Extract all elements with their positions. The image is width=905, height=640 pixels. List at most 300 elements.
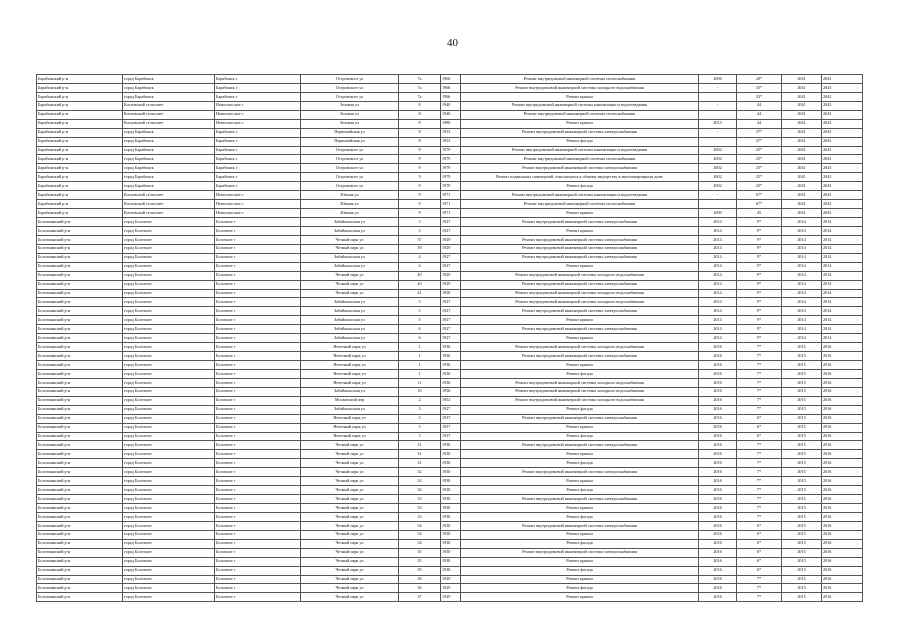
cell-settlement: Барабинск г (215, 155, 301, 164)
cell-municipality: город Болотное (123, 423, 215, 432)
cell-last-repair-year: 2002 (699, 146, 737, 155)
cell-house: 3 (399, 423, 441, 432)
cell-plan-start: 2015 (782, 530, 822, 539)
table-row (37, 307, 863, 316)
cell-year: 1979 (441, 164, 461, 173)
cell-house: 34 (399, 539, 441, 548)
cell-year: 1927 (441, 298, 461, 307)
cell-settlement: Новоспасское с (215, 200, 301, 209)
cell-settlement: Барабинск г (215, 92, 301, 101)
cell-plan-start: 2015 (782, 504, 822, 513)
cell-year: 1930 (441, 495, 461, 504)
cell-wear: 9* (737, 334, 782, 343)
cell-street: Забайкальская ул (301, 262, 399, 271)
cell-last-repair-year: 2016 (699, 557, 737, 566)
cell-settlement: Болотное г (215, 298, 301, 307)
cell-street: Нечетный парк ул (301, 378, 399, 387)
cell-last-repair-year: 2002 (699, 164, 737, 173)
cell-house: 9 (399, 164, 441, 173)
cell-street: Нечетный парк ул (301, 369, 399, 378)
cell-plan-end: 2016 (822, 441, 863, 450)
cell-year: 1966 (441, 92, 461, 101)
table-row (37, 235, 863, 244)
cell-street: Четный парк ул (301, 495, 399, 504)
cell-year: 1930 (441, 512, 461, 521)
cell-wear: 33* (737, 83, 782, 92)
cell-wear: 7* (737, 495, 782, 504)
cell-street: Забайкальская ул (301, 253, 399, 262)
cell-plan-start: 2015 (782, 432, 822, 441)
cell-plan-start: 2041 (782, 137, 822, 146)
cell-house: 8 (399, 119, 441, 128)
cell-plan-end: 2043 (822, 164, 863, 173)
cell-plan-end: 2014 (822, 218, 863, 227)
cell-last-repair-year: 2016 (699, 343, 737, 352)
cell-plan-end: 2043 (822, 110, 863, 119)
cell-plan-end: 2014 (822, 316, 863, 325)
cell-district: Болотнинский р-н (37, 504, 123, 513)
cell-plan-start: 2041 (782, 164, 822, 173)
table-row (37, 244, 863, 253)
cell-plan-end: 2016 (822, 530, 863, 539)
cell-house: 8 (399, 110, 441, 119)
cell-municipality: город Болотное (123, 271, 215, 280)
cell-house: 33 (399, 495, 441, 504)
cell-plan-start: 2014 (782, 253, 822, 262)
cell-year: 1927 (441, 334, 461, 343)
cell-house: 9 (399, 209, 441, 218)
cell-wear: 9* (737, 235, 782, 244)
cell-plan-end: 2043 (822, 119, 863, 128)
cell-settlement: Болотное г (215, 334, 301, 343)
cell-house: 34 (399, 521, 441, 530)
cell-year: 1930 (441, 504, 461, 513)
cell-last-repair-year (699, 200, 737, 209)
cell-year: 1930 (441, 548, 461, 557)
cell-street: Забайкальская ул (301, 298, 399, 307)
cell-house: 34 (399, 530, 441, 539)
cell-street: Нечетный парк ул (301, 423, 399, 432)
cell-last-repair-year: 2016 (699, 521, 737, 530)
cell-settlement: Болотное г (215, 262, 301, 271)
cell-municipality: город Болотное (123, 352, 215, 361)
table-row (37, 432, 863, 441)
cell-municipality: город Барабинск (123, 155, 215, 164)
cell-street: Островского ул (301, 92, 399, 101)
cell-house: 5 (399, 307, 441, 316)
table-row (37, 128, 863, 137)
cell-district: Болотнинский р-н (37, 343, 123, 352)
cell-district: Болотнинский р-н (37, 468, 123, 477)
cell-year: 1927 (441, 218, 461, 227)
cell-work-type: Ремонт внутридомовой инженерной системы электроснабжения (461, 235, 699, 244)
cell-house: 8 (399, 128, 441, 137)
cell-district: Болотнинский р-н (37, 405, 123, 414)
cell-district: Болотнинский р-н (37, 262, 123, 271)
cell-work-type: Ремонт крыши (461, 226, 699, 235)
cell-house: 16 (399, 387, 441, 396)
cell-municipality: город Болотное (123, 530, 215, 539)
cell-wear: 7* (737, 575, 782, 584)
cell-street: Нечетный парк ул (301, 343, 399, 352)
cell-work-type: Ремонт внутридомовой инженерной системы электроснабжения (461, 128, 699, 137)
cell-plan-start: 2015 (782, 378, 822, 387)
cell-wear: 37* (737, 128, 782, 137)
cell-last-repair-year: 2014 (699, 226, 737, 235)
cell-street: Островского ул (301, 173, 399, 182)
cell-last-repair-year: 2016 (699, 352, 737, 361)
cell-wear: 6* (737, 530, 782, 539)
cell-district: Барабинский р-н (37, 128, 123, 137)
table-row (37, 164, 863, 173)
cell-plan-start: 2014 (782, 244, 822, 253)
cell-street: Зеленая ул (301, 101, 399, 110)
cell-year: 1930 (441, 441, 461, 450)
cell-settlement: Болотное г (215, 566, 301, 575)
table-row (37, 191, 863, 200)
cell-house: 31 (399, 459, 441, 468)
cell-municipality: Козловский сельсовет (123, 200, 215, 209)
cell-work-type: Ремонт фасада (461, 137, 699, 146)
cell-work-type: Ремонт внутридомовой инженерной системы электроснабжения (461, 218, 699, 227)
table-row (37, 539, 863, 548)
cell-street: Забайкальская ул (301, 325, 399, 334)
cell-municipality: город Болотное (123, 521, 215, 530)
cell-house: 7а (399, 92, 441, 101)
cell-work-type: Ремонт внутридомовой инженерной системы холодного водоснабжения (461, 396, 699, 405)
cell-plan-end: 2043 (822, 128, 863, 137)
cell-settlement: Болотное г (215, 325, 301, 334)
cell-plan-start: 2014 (782, 235, 822, 244)
cell-municipality: Козловский сельсовет (123, 110, 215, 119)
table-row (37, 226, 863, 235)
cell-last-repair-year: 2016 (699, 584, 737, 593)
cell-year: 1927 (441, 262, 461, 271)
cell-plan-start: 2041 (782, 128, 822, 137)
cell-last-repair-year: 2016 (699, 423, 737, 432)
cell-district: Болотнинский р-н (37, 584, 123, 593)
cell-last-repair-year: 2014 (699, 244, 737, 253)
cell-settlement: Болотное г (215, 369, 301, 378)
cell-last-repair-year: - (699, 83, 737, 92)
cell-work-type: Ремонт крыши (461, 575, 699, 584)
cell-year: 1936 (441, 361, 461, 370)
cell-house: 3 (399, 226, 441, 235)
table-row (37, 137, 863, 146)
cell-plan-end: 2016 (822, 521, 863, 530)
cell-district: Болотнинский р-н (37, 477, 123, 486)
cell-plan-end: 2043 (822, 200, 863, 209)
cell-district: Барабинский р-н (37, 110, 123, 119)
cell-plan-start: 2041 (782, 191, 822, 200)
table-row (37, 414, 863, 423)
cell-last-repair-year: 2014 (699, 334, 737, 343)
cell-work-type: Ремонт крыши (461, 361, 699, 370)
cell-plan-end: 2016 (822, 369, 863, 378)
cell-year: 1929 (441, 575, 461, 584)
cell-municipality: город Болотное (123, 566, 215, 575)
cell-settlement: Болотное г (215, 593, 301, 602)
cell-district: Барабинский р-н (37, 119, 123, 128)
cell-last-repair-year: 2016 (699, 405, 737, 414)
cell-house: 40 (399, 280, 441, 289)
cell-plan-end: 2014 (822, 226, 863, 235)
cell-work-type: Ремонт крыши (461, 316, 699, 325)
cell-work-type: Ремонт фасада (461, 584, 699, 593)
cell-plan-end: 2014 (822, 334, 863, 343)
cell-year: 1930 (441, 521, 461, 530)
cell-settlement: Болотное г (215, 387, 301, 396)
page-number: 40 (447, 37, 458, 49)
cell-settlement: Болотное г (215, 504, 301, 513)
cell-street: Четный парк ул (301, 557, 399, 566)
cell-house: 11 (399, 378, 441, 387)
cell-settlement: Барабинск г (215, 83, 301, 92)
cell-street: Четный парк ул (301, 459, 399, 468)
cell-wear: 7* (737, 450, 782, 459)
cell-settlement: Болотное г (215, 378, 301, 387)
cell-year: 1937 (441, 432, 461, 441)
cell-street: Забайкальская ул (301, 226, 399, 235)
cell-settlement: Барабинск г (215, 75, 301, 84)
cell-street: Забайкальская ул (301, 307, 399, 316)
cell-wear: 7* (737, 396, 782, 405)
table-row (37, 575, 863, 584)
cell-plan-start: 2041 (782, 119, 822, 128)
cell-district: Барабинский р-н (37, 173, 123, 182)
cell-plan-end: 2016 (822, 548, 863, 557)
cell-municipality: Козловский сельсовет (123, 191, 215, 200)
cell-wear: 25* (737, 155, 782, 164)
cell-plan-start: 2014 (782, 218, 822, 227)
table-row (37, 218, 863, 227)
cell-last-repair-year: - (699, 128, 737, 137)
cell-wear: 9* (737, 226, 782, 235)
cell-year: 1940 (441, 110, 461, 119)
cell-settlement: Барабинск г (215, 182, 301, 191)
cell-work-type: Ремонт крыши (461, 119, 699, 128)
cell-plan-start: 2015 (782, 539, 822, 548)
cell-plan-start: 2041 (782, 200, 822, 209)
cell-work-type: Ремонт подвальных помещений, относящихся к общему имуществу в многоквартирном доме (461, 173, 699, 182)
cell-work-type: Ремонт внутридомовой инженерной системы электроснабжения (461, 414, 699, 423)
cell-street: Четный парк ул (301, 486, 399, 495)
cell-district: Болотнинский р-н (37, 235, 123, 244)
cell-last-repair-year (699, 92, 737, 101)
table-row (37, 593, 863, 602)
cell-plan-end: 2016 (822, 477, 863, 486)
cell-wear: 7* (737, 387, 782, 396)
cell-street: Четный парк ул (301, 548, 399, 557)
cell-municipality: город Барабинск (123, 128, 215, 137)
cell-settlement: Болотное г (215, 361, 301, 370)
cell-district: Болотнинский р-н (37, 593, 123, 602)
cell-wear: 7* (737, 405, 782, 414)
cell-year: 1930 (441, 557, 461, 566)
table-row (37, 361, 863, 370)
cell-settlement: Болотное г (215, 352, 301, 361)
cell-street: Забайкальская ул (301, 316, 399, 325)
cell-district: Болотнинский р-н (37, 244, 123, 253)
table-row (37, 343, 863, 352)
cell-settlement: Болотное г (215, 307, 301, 316)
cell-municipality: город Болотное (123, 575, 215, 584)
cell-last-repair-year: 2016 (699, 504, 737, 513)
cell-street: Московский пер (301, 396, 399, 405)
cell-work-type: Ремонт фасада (461, 405, 699, 414)
cell-plan-start: 2015 (782, 512, 822, 521)
cell-settlement: Болотное г (215, 289, 301, 298)
cell-plan-end: 2014 (822, 280, 863, 289)
cell-plan-end: 2043 (822, 83, 863, 92)
cell-street: Четный парк ул (301, 280, 399, 289)
cell-wear: 7* (737, 504, 782, 513)
cell-district: Болотнинский р-н (37, 253, 123, 262)
cell-municipality: город Болотное (123, 218, 215, 227)
table-row (37, 182, 863, 191)
cell-last-repair-year: 2014 (699, 316, 737, 325)
cell-municipality: город Болотное (123, 361, 215, 370)
cell-year: 1930 (441, 468, 461, 477)
cell-wear: 7* (737, 459, 782, 468)
cell-year: 1953 (441, 137, 461, 146)
cell-last-repair-year: 2014 (699, 235, 737, 244)
table-row (37, 369, 863, 378)
cell-plan-start: 2015 (782, 405, 822, 414)
cell-last-repair-year: - (699, 101, 737, 110)
cell-plan-start: 2015 (782, 557, 822, 566)
cell-street: Островского ул (301, 83, 399, 92)
cell-wear: 9* (737, 316, 782, 325)
cell-wear: 37* (737, 137, 782, 146)
cell-settlement: Барабинск г (215, 146, 301, 155)
cell-work-type: Ремонт внутридомовой инженерной системы электроснабжения (461, 495, 699, 504)
cell-work-type: Ремонт внутридомовой инженерной системы холодного водоснабжения (461, 343, 699, 352)
cell-district: Барабинский р-н (37, 75, 123, 84)
cell-district: Барабинский р-н (37, 200, 123, 209)
cell-last-repair-year: 2016 (699, 593, 737, 602)
cell-plan-start: 2015 (782, 450, 822, 459)
cell-house: 31 (399, 450, 441, 459)
cell-house: 5 (399, 316, 441, 325)
cell-municipality: Козловский сельсовет (123, 119, 215, 128)
cell-last-repair-year: 2016 (699, 387, 737, 396)
cell-plan-start: 2015 (782, 352, 822, 361)
cell-plan-end: 2016 (822, 414, 863, 423)
cell-street: Четный парк ул (301, 477, 399, 486)
cell-year: 1979 (441, 155, 461, 164)
cell-last-repair-year: 2016 (699, 396, 737, 405)
cell-street: Нечетный парк ул (301, 361, 399, 370)
cell-work-type: Ремонт внутридомовой инженерной системы электроснабжения (461, 164, 699, 173)
cell-wear: 25* (737, 182, 782, 191)
cell-street: Четный парк ул (301, 512, 399, 521)
cell-year: 1929 (441, 235, 461, 244)
cell-wear: 9* (737, 325, 782, 334)
cell-settlement: Барабинск г (215, 137, 301, 146)
cell-district: Болотнинский р-н (37, 307, 123, 316)
cell-work-type: Ремонт внутридомовой инженерной системы канализации и водоотведения (461, 146, 699, 155)
cell-house: 2 (399, 396, 441, 405)
cell-settlement: Новоспасское с (215, 209, 301, 218)
cell-last-repair-year: 2016 (699, 378, 737, 387)
cell-settlement: Барабинск г (215, 128, 301, 137)
cell-year: 1979 (441, 173, 461, 182)
cell-municipality: город Болотное (123, 405, 215, 414)
cell-year: 1971 (441, 209, 461, 218)
cell-wear: 7* (737, 512, 782, 521)
cell-plan-end: 2016 (822, 495, 863, 504)
cell-settlement: Болотное г (215, 459, 301, 468)
cell-plan-start: 2015 (782, 468, 822, 477)
cell-district: Болотнинский р-н (37, 396, 123, 405)
cell-plan-start: 2015 (782, 521, 822, 530)
cell-settlement: Новоспасское с (215, 119, 301, 128)
table-row (37, 521, 863, 530)
cell-district: Болотнинский р-н (37, 369, 123, 378)
cell-house: 4 (399, 262, 441, 271)
cell-settlement: Болотное г (215, 450, 301, 459)
cell-work-type: Ремонт фасада (461, 459, 699, 468)
cell-work-type: Ремонт крыши (461, 593, 699, 602)
cell-last-repair-year: 2016 (699, 441, 737, 450)
cell-work-type: Ремонт внутридомовой инженерной системы электроснабжения (461, 280, 699, 289)
table-row (37, 155, 863, 164)
cell-street: Четный парк ул (301, 244, 399, 253)
cell-plan-end: 2014 (822, 271, 863, 280)
cell-wear: 6* (737, 432, 782, 441)
cell-last-repair-year: 2014 (699, 253, 737, 262)
cell-wear: 25* (737, 164, 782, 173)
cell-plan-end: 2043 (822, 75, 863, 84)
cell-district: Болотнинский р-н (37, 325, 123, 334)
table-row (37, 450, 863, 459)
cell-plan-start: 2015 (782, 486, 822, 495)
cell-settlement: Болотное г (215, 423, 301, 432)
cell-plan-start: 2041 (782, 173, 822, 182)
table-row (37, 548, 863, 557)
cell-settlement: Болотное г (215, 343, 301, 352)
cell-municipality: город Болотное (123, 557, 215, 566)
cell-work-type: Ремонт фасада (461, 432, 699, 441)
cell-wear: 7* (737, 441, 782, 450)
cell-year: 1950 (441, 289, 461, 298)
cell-plan-start: 2015 (782, 584, 822, 593)
cell-wear: 9* (737, 271, 782, 280)
cell-municipality: город Болотное (123, 450, 215, 459)
cell-settlement: Болотное г (215, 244, 301, 253)
cell-house: 4 (399, 253, 441, 262)
cell-house: 9 (399, 191, 441, 200)
cell-district: Болотнинский р-н (37, 226, 123, 235)
cell-last-repair-year: 2016 (699, 566, 737, 575)
table-row (37, 253, 863, 262)
cell-plan-end: 2016 (822, 557, 863, 566)
table-row (37, 504, 863, 513)
cell-work-type: Ремонт внутридомовой инженерной системы электроснабжения (461, 468, 699, 477)
cell-wear: 6* (737, 539, 782, 548)
cell-wear: 33* (737, 92, 782, 101)
cell-street: Южная ул (301, 191, 399, 200)
cell-plan-start: 2014 (782, 289, 822, 298)
table-row (37, 387, 863, 396)
cell-district: Болотнинский р-н (37, 289, 123, 298)
cell-district: Болотнинский р-н (37, 486, 123, 495)
cell-plan-end: 2016 (822, 450, 863, 459)
cell-plan-end: 2043 (822, 101, 863, 110)
cell-municipality: город Болотное (123, 280, 215, 289)
table-row (37, 495, 863, 504)
